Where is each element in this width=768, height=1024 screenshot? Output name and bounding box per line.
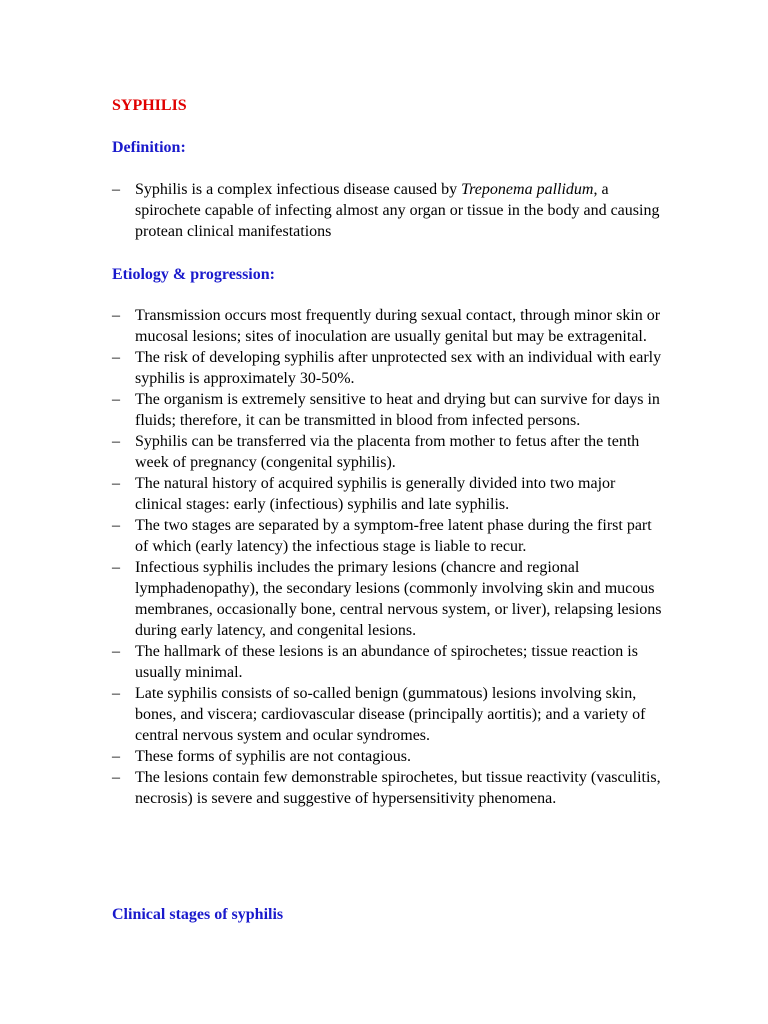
bullet-dash: – — [112, 391, 120, 408]
etiology-list — [0, 305, 768, 809]
list-item — [0, 389, 665, 431]
list-item-text: The hallmark of these lesions is an abundance of spirochetes; tissue reaction is usually minimal. — [135, 643, 638, 681]
list-item-text: The natural history of acquired syphilis is generally divided into two major clinical stages: early (infectious) syphilis and late syphilis. — [135, 475, 616, 513]
list-item — [0, 683, 665, 746]
list-item — [0, 767, 665, 809]
definition-text-start: Syphilis is a complex infectious disease caused by — [135, 181, 462, 198]
bullet-dash: – — [112, 748, 120, 765]
list-item-text: Infectious syphilis includes the primary lesions (chancre and regional lymphadenopathy), the secondary lesions (commonly involving skin and mucous membranes, occasionally bone, central nervous system, or liver), relapsing lesions during early latency, and congenital lesions. — [135, 559, 662, 639]
list-item — [0, 746, 665, 767]
list-item-text: The risk of developing syphilis after unprotected sex with an individual with early syphilis is approximately 30-50%. — [135, 349, 662, 387]
document-title: SYPHILIS — [112, 97, 187, 114]
bullet-dash: – — [112, 475, 120, 492]
list-item-text: Transmission occurs most frequently during sexual contact, through minor skin or mucosal lesions; sites of inoculation are usually genital but may be extragenital. — [135, 307, 661, 345]
list-item — [0, 473, 665, 515]
list-item-text: Syphilis can be transferred via the placenta from mother to fetus after the tenth week of pregnancy (congenital syphilis). — [135, 433, 640, 471]
bullet-dash: – — [112, 349, 120, 366]
bullet-dash: – — [112, 517, 120, 534]
section-heading-definition: Definition: — [112, 139, 186, 156]
section-heading-clinical-stages: Clinical stages of syphilis — [112, 906, 284, 923]
bullet-dash: – — [112, 433, 120, 450]
bullet-dash: – — [112, 643, 120, 660]
list-item — [0, 641, 665, 683]
list-item — [0, 431, 665, 473]
definition-list — [0, 179, 768, 242]
list-item-text: Late syphilis consists of so-called benign (gummatous) lesions involving skin, bones, and viscera; cardiovascular disease (principally aortitis); and a variety of central nervous system and ocular syndromes. — [135, 685, 646, 744]
list-item — [0, 305, 665, 347]
list-item — [0, 557, 665, 641]
section-heading-etiology: Etiology & progression: — [112, 266, 275, 283]
list-item-text: These forms of syphilis are not contagious. — [135, 748, 411, 765]
list-item — [0, 515, 665, 557]
bullet-dash: – — [112, 559, 120, 576]
bullet-dash: – — [112, 769, 120, 786]
list-item — [0, 179, 665, 242]
list-item-text: The organism is extremely sensitive to heat and drying but can survive for days in fluids; therefore, it can be transmitted in blood from infected persons. — [135, 391, 660, 429]
organism-name: Treponema pallidum — [461, 181, 594, 198]
list-item-text: The two stages are separated by a symptom-free latent phase during the first part of which (early latency) the infectious stage is liable to recur. — [135, 517, 652, 555]
bullet-dash: – — [112, 685, 120, 702]
bullet-dash: – — [112, 307, 120, 324]
definition-text-end: , a spirochete capable of infecting almost any organ or tissue in the body and causing protean clinical manifestations — [135, 181, 660, 240]
list-item — [0, 347, 665, 389]
list-item-text: The lesions contain few demonstrable spirochetes, but tissue reactivity (vasculitis, necrosis) is severe and suggestive of hypersensitivity phenomena. — [135, 769, 661, 807]
bullet-dash: – — [112, 181, 120, 198]
